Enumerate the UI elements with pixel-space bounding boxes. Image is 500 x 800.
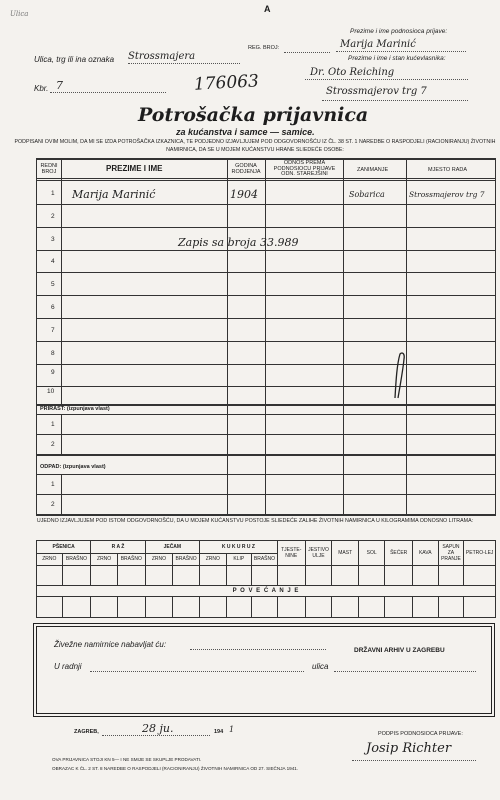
applicant-signature: Josip Richter [366,741,452,756]
footer-year-prefix: 194 [214,729,224,735]
row-birth-year: 1904 [230,188,258,201]
stock-subheader: BRAŠNO [173,554,200,565]
row-number: 7 [51,327,55,334]
landlord-name-value: Dr. Oto Reiching [310,67,395,78]
stock-header-lard: MAST [332,541,359,566]
regulation-note: OBRAZAC K ČL. 2 ST. 8 NAREDBE O RASPODJELI (RACIONIRANJU) ŽIVOTNIH NAMIRNICA OD 27. SIEČNJA 1941. [52,766,299,771]
row-number: 3 [51,236,55,243]
stock-subheader: KLIP [226,554,251,565]
col-header-name: PREZIME I IME [106,164,163,173]
handwritten-mark [392,350,408,402]
row-number: 1 [51,190,55,197]
stock-subheader: ZRNO [37,554,63,565]
col-header-year: GODINA RODJENJA [231,163,261,175]
prirast-row-number: 1 [51,421,55,428]
applicant-value: Marija Marinić [340,39,416,50]
signature-label: PODPIS PODNOSIOCA PRIJAVE: [378,731,463,737]
reg-no-label: REG. BROJ: [248,45,280,51]
row-number: 2 [51,213,55,220]
handwritten-note: Zapis sa broja 33.989 [178,236,299,249]
form-subtitle: za kućanstva i samce — samice. [176,127,315,137]
row-number: 5 [51,281,55,288]
street-value: Strossmajera [128,51,196,62]
price-note: OVA PRIJAVNICA STOJI KN 5— I NE SMIJE SE SKUPLJE PRODAVATI. [52,757,202,762]
stock-table [36,540,496,618]
col-header-workplace: MJESTO RADA [428,167,468,173]
applicant-label: Prezime i ime podnosioca prijave: [350,28,448,35]
form-title: Potrošačka prijavnica [138,104,369,126]
odpad-row-number: 2 [51,501,55,508]
row-name: Marija Marinić [72,188,156,201]
archive-stamp: DRŽAVNI ARHIV U ZAGREBU [354,647,445,654]
reg-no-value: 176063 [193,71,260,95]
stock-header-barley: JEČAM [145,541,199,554]
landlord-label: Prezime i ime i stan kućevlasnika: [348,55,446,62]
col-header-relation: ODNOS PREMA PODNOSIOCU PRIJAVE ODN. STAREJŠINI [273,160,336,177]
top-left-scribble: Ulica [10,10,29,18]
row-occupation: Sobarica [349,190,385,199]
odpad-row-number: 1 [51,481,55,488]
stock-subheader: BRAŠNO [117,554,145,565]
footer-place: ZAGREB, [74,729,99,735]
row-number: 6 [51,304,55,311]
row-number: 10 [47,388,55,395]
footer-year-digit: 1 [229,725,235,734]
street-label: Ulica, trg ili ina oznaka [34,55,115,64]
stock-header-wheat: PŠENICA [37,541,91,554]
stock-header-coffee: KAVA [413,541,439,566]
declaration-text: PODPISANI OVIM MOLIM, DA MI SE IZDA POTROŠAČKA IZKAZNICA, TE PODJEDNO IZJAVLJUJEM POD ODGOVORNOŠĆU IZ ČL. 38 ST. 1 NAREDBE O RASPODJELI (RACIONIRANJU) ŽIVOTNIH NAMIRNICA, DA SE U MOJEM KUĆANSTVU HRANE SLIEDEĆE OSOBE: [14,139,496,153]
footer-date: 28 ju. [142,722,174,735]
prirast-row-number: 2 [51,441,55,448]
stock-header-salt: SOL [358,541,384,566]
purchase-street-label: ulica [312,662,329,671]
form-series: A [264,4,271,14]
row-number: 8 [51,350,55,357]
stock-subheader: BRAŠNO [252,554,278,565]
stock-subheader: ZRNO [200,554,227,565]
col-header-occupation: ZANIMANJE [357,167,389,173]
stock-subheader: BRAŠNO [62,554,91,565]
stock-header-oil: JESTIVO ULJE [305,541,332,566]
prirast-label: PRIRAST: (izpunjava vlast) [40,406,110,412]
row-workplace: Strossmajerov trg 7 [409,190,485,199]
col-header-no: REDNI BROJ [40,163,58,175]
kbr-label: Kbr. [34,84,49,93]
purchase-shop-label: U radnji [54,662,82,671]
odpad-label: ODPAD: (izpunjava vlast) [40,464,106,470]
stock-header-petroleum: PETRO-LEJ [464,541,496,566]
row-number: 9 [51,369,55,376]
stock-header-soap: SAPUN ZA PRANJE [438,541,464,566]
row-number: 4 [51,258,55,265]
stock-header-rye: R A Ž [91,541,145,554]
stock-subheader: ZRNO [91,554,118,565]
landlord-address-value: Strossmajerov trg 7 [326,86,427,97]
stock-subheader: ZRNO [145,554,173,565]
kbr-value: 7 [56,79,63,92]
stock-header-pasta: TJESTE-NINE [277,541,305,566]
stock-header-corn: K U K U R U Z [200,541,278,554]
stock-statement: UJEDNO IZJAVLJUJEM POD ISTOM ODGOVORNOŠĆU, DA U MOJEM KUĆANSTVU POSTOJE SLIEDEĆE ZALIHE ŽIVOTNIH NAMIRNICA U KILOGRAMIMA ODNOSNO LITRAMA: [36,518,474,524]
purchase-store-label: Živežne namirnice nabavljat ću: [54,640,167,649]
stock-increase-label: P O V E Ć A N J E [37,586,496,597]
stock-header-sugar: ŠEĆER [385,541,413,566]
